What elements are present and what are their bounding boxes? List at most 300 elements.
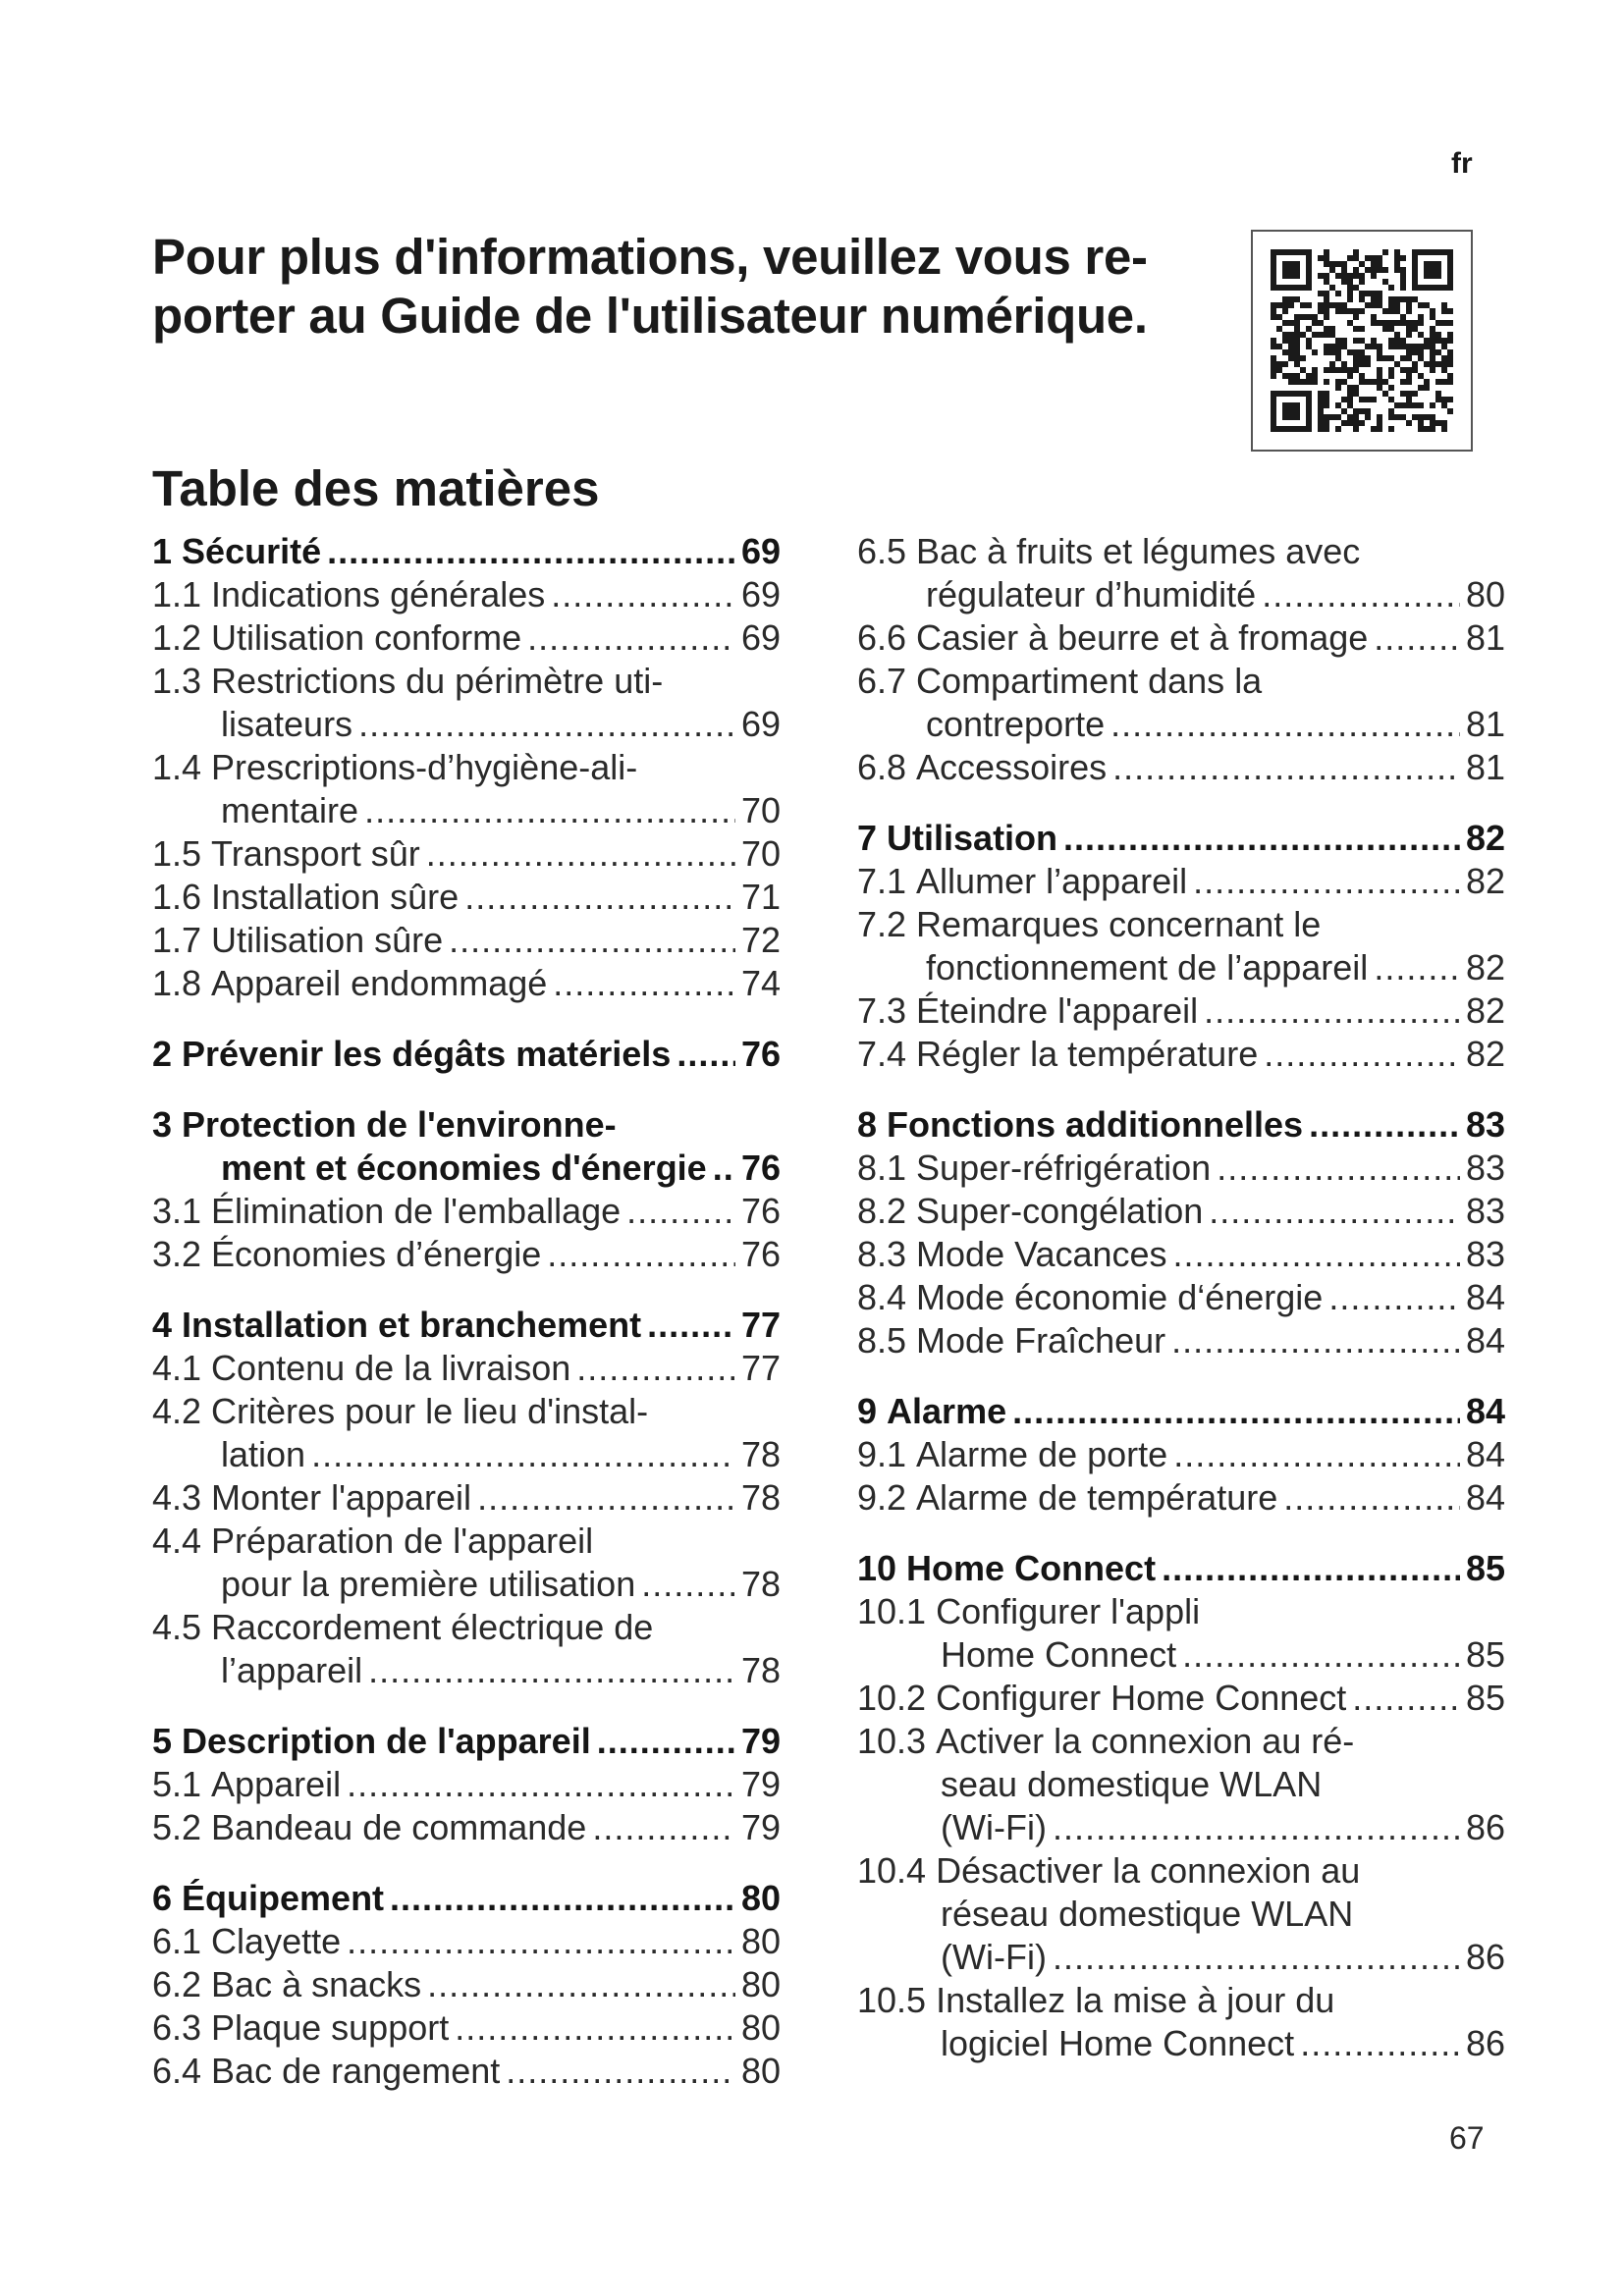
toc-entry-number: 10.3 bbox=[857, 1721, 927, 1761]
toc-entry-line bbox=[152, 1963, 781, 2006]
toc-entry-page: 80 bbox=[740, 2051, 781, 2091]
toc-entry-number: 7.1 bbox=[857, 861, 907, 901]
toc-entry-line bbox=[152, 1190, 781, 1233]
toc-entry[interactable] bbox=[857, 1033, 1505, 1076]
toc-chapter-entry[interactable] bbox=[857, 1547, 1505, 1590]
toc-entry-label: Bac à fruits et légumes avec bbox=[916, 531, 1361, 571]
toc-entry-line bbox=[152, 962, 781, 1005]
toc-entry-number: 6.6 bbox=[857, 617, 907, 658]
toc-entry-label: mentaire bbox=[221, 790, 359, 830]
toc-entry-number: 5 bbox=[152, 1721, 173, 1761]
toc-entry-line bbox=[857, 989, 1505, 1033]
toc-entry-label: Élimination de l'emballage bbox=[211, 1191, 622, 1231]
toc-entry-page: 76 bbox=[740, 1191, 781, 1231]
toc-entry[interactable] bbox=[857, 1233, 1505, 1276]
toc-entry-line bbox=[152, 1806, 781, 1849]
toc-entry[interactable] bbox=[152, 962, 781, 1005]
toc-entry-line bbox=[152, 1720, 781, 1763]
toc-entry-line bbox=[857, 616, 1505, 660]
toc-entry[interactable] bbox=[152, 919, 781, 962]
toc-entry[interactable] bbox=[152, 1390, 781, 1476]
toc-entry-line bbox=[152, 1763, 781, 1806]
toc-entry-label: Plaque support bbox=[211, 2007, 450, 2048]
toc-entry-page: 84 bbox=[1465, 1434, 1505, 1474]
toc-dot-leader bbox=[506, 2050, 735, 2093]
toc-entry-label: logiciel Home Connect bbox=[941, 2023, 1295, 2063]
toc-dot-leader bbox=[347, 1763, 735, 1806]
toc-entry-line bbox=[857, 1677, 1505, 1720]
toc-entry-page: 86 bbox=[1465, 1807, 1505, 1847]
toc-entry-line bbox=[857, 1806, 1505, 1849]
toc-dot-leader bbox=[1053, 1936, 1460, 1979]
toc-entry-page: 76 bbox=[740, 1234, 781, 1274]
toc-entry-number: 7.4 bbox=[857, 1034, 907, 1074]
toc-entry-page: 82 bbox=[1465, 947, 1505, 988]
toc-entry[interactable] bbox=[857, 1849, 1505, 1979]
toc-entry[interactable] bbox=[152, 2006, 781, 2050]
toc-entry-line bbox=[857, 1390, 1505, 1433]
toc-entry-page: 76 bbox=[740, 1034, 781, 1074]
toc-entry-page: 78 bbox=[740, 1477, 781, 1518]
toc-entry-label: Économies d’énergie bbox=[211, 1234, 542, 1274]
toc-entry[interactable] bbox=[152, 1963, 781, 2006]
toc-entry[interactable] bbox=[152, 1520, 781, 1606]
toc-dot-leader bbox=[311, 1433, 735, 1476]
toc-dot-leader bbox=[1217, 1147, 1460, 1190]
toc-entry-label: Compartiment dans la bbox=[916, 661, 1263, 701]
toc-chapter-entry[interactable] bbox=[857, 1103, 1505, 1147]
toc-entry-number: 8.1 bbox=[857, 1148, 907, 1188]
toc-entry-line bbox=[857, 860, 1505, 903]
toc-entry-label: Bac à snacks bbox=[211, 1964, 422, 2004]
toc-entry-line bbox=[857, 1433, 1505, 1476]
toc-entry-line bbox=[152, 1103, 781, 1147]
toc-entry-label: Mode économie d‘énergie bbox=[916, 1277, 1324, 1317]
toc-entry[interactable] bbox=[152, 1347, 781, 1390]
toc-dot-leader bbox=[1374, 946, 1460, 989]
toc-entry[interactable] bbox=[857, 530, 1505, 616]
toc-chapter-entry[interactable] bbox=[152, 1304, 781, 1347]
toc-entry-page: 82 bbox=[1465, 1034, 1505, 1074]
toc-entry-page: 82 bbox=[1465, 861, 1505, 901]
toc-chapter-entry[interactable] bbox=[152, 530, 781, 573]
toc-entry-label: Activer la connexion au ré- bbox=[936, 1721, 1355, 1761]
toc-dot-leader bbox=[592, 1806, 735, 1849]
toc-dot-leader bbox=[1300, 2022, 1460, 2065]
toc-entry-label: contreporte bbox=[926, 704, 1106, 744]
toc-entry-line bbox=[857, 2022, 1505, 2065]
toc-entry-label: Indications générales bbox=[211, 574, 546, 614]
toc-entry-line bbox=[152, 876, 781, 919]
toc-entry-label: Prescriptions-d’hygiène-ali- bbox=[211, 747, 638, 787]
toc-chapter-entry[interactable] bbox=[152, 1877, 781, 1920]
toc-entry-label: Fonctions additionnelles bbox=[887, 1104, 1304, 1145]
toc-dot-leader bbox=[1204, 989, 1460, 1033]
toc-entry-label: réseau domestique WLAN bbox=[941, 1894, 1354, 1934]
toc-dot-leader bbox=[1110, 703, 1460, 746]
toc-dot-leader bbox=[1063, 817, 1460, 860]
toc-entry-label: Home Connect bbox=[906, 1548, 1157, 1588]
toc-entry-page: 85 bbox=[1465, 1678, 1505, 1718]
toc-entry-page: 69 bbox=[740, 704, 781, 744]
toc-entry-line bbox=[857, 903, 1505, 946]
toc-entry-line bbox=[152, 530, 781, 573]
toc-dot-leader bbox=[426, 832, 735, 876]
toc-dot-leader bbox=[713, 1147, 735, 1190]
toc-entry-line bbox=[152, 1304, 781, 1347]
toc-entry[interactable] bbox=[152, 1233, 781, 1276]
toc-title: Table des matières bbox=[152, 460, 600, 516]
toc-entry[interactable] bbox=[857, 660, 1505, 746]
toc-entry-line bbox=[857, 1476, 1505, 1520]
toc-entry-number: 10.5 bbox=[857, 1980, 927, 2020]
toc-entry-number: 3 bbox=[152, 1104, 173, 1145]
toc-entry[interactable] bbox=[857, 1476, 1505, 1520]
toc-entry-page: 69 bbox=[740, 531, 781, 571]
toc-dot-leader bbox=[364, 789, 735, 832]
toc-entry-number: 4 bbox=[152, 1305, 173, 1345]
toc-entry-number: 9 bbox=[857, 1391, 878, 1431]
toc-entry[interactable] bbox=[152, 1190, 781, 1233]
toc-entry-line bbox=[152, 1520, 781, 1563]
toc-entry-line bbox=[152, 789, 781, 832]
toc-entry-label: (Wi-Fi) bbox=[941, 1937, 1047, 1977]
toc-entry[interactable] bbox=[857, 616, 1505, 660]
toc-entry-number: 1.2 bbox=[152, 617, 202, 658]
toc-entry-label: Casier à beurre et à fromage bbox=[916, 617, 1369, 658]
toc-entry[interactable] bbox=[857, 1147, 1505, 1190]
toc-entry-page: 70 bbox=[740, 790, 781, 830]
toc-entry-line bbox=[857, 1633, 1505, 1677]
toc-entry[interactable] bbox=[152, 832, 781, 876]
toc-entry-page: 70 bbox=[740, 833, 781, 874]
toc-entry-line bbox=[152, 1920, 781, 1963]
toc-entry-number: 1.1 bbox=[152, 574, 202, 614]
toc-entry-label: Transport sûr bbox=[211, 833, 420, 874]
toc-dot-leader bbox=[449, 919, 735, 962]
toc-entry-line bbox=[857, 1547, 1505, 1590]
toc-dot-leader bbox=[347, 1920, 735, 1963]
toc-entry-line bbox=[857, 1893, 1505, 1936]
toc-entry-label: Utilisation sûre bbox=[211, 920, 444, 960]
toc-dot-leader bbox=[1262, 573, 1460, 616]
toc-entry-label: l’appareil bbox=[221, 1650, 363, 1690]
toc-entry-page: 74 bbox=[740, 963, 781, 1003]
toc-entry-label: Restrictions du périmètre uti- bbox=[211, 661, 664, 701]
toc-entry[interactable] bbox=[857, 1979, 1505, 2065]
toc-dot-leader bbox=[477, 1476, 735, 1520]
toc-entry[interactable] bbox=[857, 1720, 1505, 1849]
toc-dot-leader bbox=[1162, 1547, 1460, 1590]
toc-entry-number: 9.2 bbox=[857, 1477, 907, 1518]
toc-entry-line bbox=[152, 1347, 781, 1390]
toc-dot-leader bbox=[455, 2006, 735, 2050]
toc-entry-number: 1.5 bbox=[152, 833, 202, 874]
toc-entry-label: Préparation de l'appareil bbox=[211, 1521, 594, 1561]
toc-dot-leader bbox=[1352, 1677, 1460, 1720]
toc-entry-label: Remarques concernant le bbox=[916, 904, 1322, 944]
toc-entry-page: 83 bbox=[1465, 1191, 1505, 1231]
toc-entry-line bbox=[152, 1033, 781, 1076]
toc-dot-leader bbox=[1283, 1476, 1460, 1520]
toc-chapter-entry[interactable] bbox=[857, 817, 1505, 860]
toc-entry[interactable] bbox=[152, 1920, 781, 1963]
toc-entry-number: 6.8 bbox=[857, 747, 907, 787]
toc-entry-label: Appareil bbox=[211, 1764, 342, 1804]
toc-entry-line bbox=[857, 660, 1505, 703]
toc-entry-page: 80 bbox=[740, 1921, 781, 1961]
toc-entry-line bbox=[152, 1390, 781, 1433]
toc-entry-line bbox=[152, 1233, 781, 1276]
toc-entry-number: 6 bbox=[152, 1878, 173, 1918]
toc-entry-label: Éteindre l'appareil bbox=[916, 990, 1199, 1031]
toc-entry-label: Prévenir les dégâts matériels bbox=[182, 1034, 672, 1074]
toc-entry-page: 85 bbox=[1465, 1548, 1505, 1588]
toc-entry-page: 78 bbox=[740, 1434, 781, 1474]
toc-entry[interactable] bbox=[857, 1433, 1505, 1476]
toc-entry-label: Alarme bbox=[887, 1391, 1007, 1431]
toc-entry[interactable] bbox=[152, 1476, 781, 1520]
toc-dot-leader bbox=[1309, 1103, 1460, 1147]
toc-entry-page: 69 bbox=[740, 617, 781, 658]
toc-entry-label: Contenu de la livraison bbox=[211, 1348, 571, 1388]
toc-entry-label: lation bbox=[221, 1434, 306, 1474]
toc-entry-line bbox=[152, 1476, 781, 1520]
toc-entry-page: 72 bbox=[740, 920, 781, 960]
toc-entry-page: 79 bbox=[740, 1764, 781, 1804]
toc-entry-line bbox=[857, 1319, 1505, 1362]
toc-dot-leader bbox=[1182, 1633, 1460, 1677]
page-number: 67 bbox=[1449, 2120, 1485, 2156]
toc-entry[interactable] bbox=[857, 1590, 1505, 1677]
toc-dot-leader bbox=[358, 703, 735, 746]
toc-entry-number: 6.3 bbox=[152, 2007, 202, 2048]
toc-entry-label: Bac de rangement bbox=[211, 2051, 501, 2091]
toc-entry-number: 3.2 bbox=[152, 1234, 202, 1274]
toc-entry-page: 86 bbox=[1465, 2023, 1505, 2063]
digital-guide-heading bbox=[152, 228, 1193, 346]
toc-entry-line bbox=[857, 946, 1505, 989]
toc-entry-page: 83 bbox=[1465, 1148, 1505, 1188]
toc-entry-number: 8.4 bbox=[857, 1277, 907, 1317]
toc-entry-number: 6.1 bbox=[152, 1921, 202, 1961]
toc-entry-number: 1.7 bbox=[152, 920, 202, 960]
toc-entry-number: 6.2 bbox=[152, 1964, 202, 2004]
toc-entry-line bbox=[152, 616, 781, 660]
toc-entry[interactable] bbox=[152, 1763, 781, 1806]
toc-entry-line bbox=[857, 1276, 1505, 1319]
toc-entry-label: Alarme de température bbox=[916, 1477, 1278, 1518]
toc-entry-label: pour la première utilisation bbox=[221, 1564, 636, 1604]
toc-entry-label: seau domestique WLAN bbox=[941, 1764, 1323, 1804]
toc-entry-page: 76 bbox=[740, 1148, 781, 1188]
toc-entry-page: 78 bbox=[740, 1564, 781, 1604]
toc-dot-leader bbox=[1112, 746, 1460, 789]
toc-entry-page: 83 bbox=[1465, 1104, 1505, 1145]
toc-column-left bbox=[152, 530, 781, 2093]
toc-entry[interactable] bbox=[857, 989, 1505, 1033]
toc-entry-line bbox=[857, 746, 1505, 789]
toc-entry-label: Mode Vacances bbox=[916, 1234, 1167, 1274]
toc-entry[interactable] bbox=[152, 746, 781, 832]
toc-entry-label: lisateurs bbox=[221, 704, 353, 744]
toc-entry-label: Configurer l'appli bbox=[936, 1591, 1201, 1631]
toc-entry-page: 85 bbox=[1465, 1634, 1505, 1675]
toc-entry-label: Configurer Home Connect bbox=[936, 1678, 1347, 1718]
toc-entry-label: Protection de l'environne- bbox=[182, 1104, 617, 1145]
toc-entry-line bbox=[152, 573, 781, 616]
toc-entry[interactable] bbox=[152, 876, 781, 919]
toc-dot-leader bbox=[1171, 1319, 1460, 1362]
toc-dot-leader bbox=[647, 1304, 735, 1347]
toc-entry[interactable] bbox=[857, 860, 1505, 903]
toc-entry-number: 6.5 bbox=[857, 531, 907, 571]
toc-entry-number: 2 bbox=[152, 1034, 173, 1074]
toc-entry-line bbox=[152, 1147, 781, 1190]
toc-dot-leader bbox=[1173, 1433, 1460, 1476]
toc-entry[interactable] bbox=[152, 573, 781, 616]
toc-entry-page: 81 bbox=[1465, 617, 1505, 658]
toc-dot-leader bbox=[1264, 1033, 1460, 1076]
toc-entry-page: 84 bbox=[1465, 1477, 1505, 1518]
toc-entry-label: Home Connect bbox=[941, 1634, 1177, 1675]
toc-entry-page: 81 bbox=[1465, 747, 1505, 787]
toc-entry-label: Installation sûre bbox=[211, 877, 460, 917]
toc-entry-label: Sécurité bbox=[182, 531, 322, 571]
toc-entry-line bbox=[857, 1147, 1505, 1190]
toc-chapter-entry[interactable] bbox=[152, 1103, 781, 1190]
toc-entry-page: 79 bbox=[740, 1807, 781, 1847]
toc-chapter-entry[interactable] bbox=[152, 1720, 781, 1763]
toc-entry-line bbox=[857, 1103, 1505, 1147]
toc-entry-label: Désactiver la connexion au bbox=[936, 1850, 1361, 1891]
toc-entry-line bbox=[152, 746, 781, 789]
toc-entry-page: 84 bbox=[1465, 1320, 1505, 1361]
toc-entry-number: 7.3 bbox=[857, 990, 907, 1031]
toc-entry-line bbox=[152, 1606, 781, 1649]
toc-entry-number: 1 bbox=[152, 531, 173, 571]
toc-entry-line bbox=[857, 1233, 1505, 1276]
toc-entry-label: Super-réfrigération bbox=[916, 1148, 1212, 1188]
toc-dot-leader bbox=[464, 876, 735, 919]
qr-code[interactable] bbox=[1251, 230, 1473, 452]
toc-entry-page: 71 bbox=[740, 877, 781, 917]
toc-dot-leader bbox=[1053, 1806, 1460, 1849]
toc-entry-label: Installez la mise à jour du bbox=[936, 1980, 1335, 2020]
toc-entry-number: 8.3 bbox=[857, 1234, 907, 1274]
toc-dot-leader bbox=[427, 1963, 735, 2006]
toc-entry-number: 10 bbox=[857, 1548, 897, 1588]
toc-entry[interactable] bbox=[857, 1319, 1505, 1362]
toc-entry-number: 6.7 bbox=[857, 661, 907, 701]
toc-entry[interactable] bbox=[857, 1677, 1505, 1720]
toc-entry-page: 81 bbox=[1465, 704, 1505, 744]
toc-dot-leader bbox=[551, 573, 735, 616]
toc-entry-line bbox=[152, 832, 781, 876]
toc-entry-line bbox=[152, 2006, 781, 2050]
toc-entry[interactable] bbox=[152, 660, 781, 746]
toc-entry[interactable] bbox=[152, 2050, 781, 2093]
toc-entry-page: 83 bbox=[1465, 1234, 1505, 1274]
toc-entry[interactable] bbox=[857, 903, 1505, 989]
toc-entry[interactable] bbox=[152, 1806, 781, 1849]
toc-entry-label: Mode Fraîcheur bbox=[916, 1320, 1166, 1361]
toc-entry-number: 4.2 bbox=[152, 1391, 202, 1431]
toc-entry-page: 82 bbox=[1465, 818, 1505, 858]
toc-entry-line bbox=[152, 1649, 781, 1692]
toc-entry-number: 4.3 bbox=[152, 1477, 202, 1518]
toc-entry-label: régulateur d’humidité bbox=[926, 574, 1257, 614]
toc-entry-number: 10.2 bbox=[857, 1678, 927, 1718]
toc-entry-number: 8 bbox=[857, 1104, 878, 1145]
toc-entry[interactable] bbox=[857, 1190, 1505, 1233]
toc-chapter-entry[interactable] bbox=[857, 1390, 1505, 1433]
toc-entry-label: Bandeau de commande bbox=[211, 1807, 587, 1847]
toc-dot-leader bbox=[677, 1033, 735, 1076]
toc-entry-number: 1.8 bbox=[152, 963, 202, 1003]
toc-entry-label: Raccordement électrique de bbox=[211, 1607, 654, 1647]
toc-entry-page: 86 bbox=[1465, 1937, 1505, 1977]
toc-entry[interactable] bbox=[152, 616, 781, 660]
toc-entry-number: 8.2 bbox=[857, 1191, 907, 1231]
toc-entry[interactable] bbox=[857, 1276, 1505, 1319]
toc-entry-number: 6.4 bbox=[152, 2051, 202, 2091]
toc-dot-leader bbox=[626, 1190, 735, 1233]
toc-entry-page: 82 bbox=[1465, 990, 1505, 1031]
toc-entry-label: Description de l'appareil bbox=[182, 1721, 591, 1761]
toc-entry-line bbox=[152, 703, 781, 746]
toc-entry-line bbox=[857, 1936, 1505, 1979]
toc-dot-leader bbox=[576, 1347, 735, 1390]
toc-entry-page: 78 bbox=[740, 1650, 781, 1690]
toc-entry-label: Utilisation bbox=[887, 818, 1058, 858]
toc-entry-page: 69 bbox=[740, 574, 781, 614]
toc-entry-line bbox=[152, 1877, 781, 1920]
toc-entry-page: 79 bbox=[740, 1721, 781, 1761]
toc-entry-line bbox=[152, 1563, 781, 1606]
toc-dot-leader bbox=[1328, 1276, 1460, 1319]
toc-entry-page: 80 bbox=[740, 2007, 781, 2048]
toc-entry-label: Super-congélation bbox=[916, 1191, 1204, 1231]
toc-chapter-entry[interactable] bbox=[152, 1033, 781, 1076]
toc-entry-number: 10.4 bbox=[857, 1850, 927, 1891]
toc-entry[interactable] bbox=[152, 1606, 781, 1692]
toc-entry-label: Accessoires bbox=[916, 747, 1108, 787]
qr-code-icon bbox=[1271, 249, 1453, 432]
toc-entry-number: 9.1 bbox=[857, 1434, 907, 1474]
toc-dot-leader bbox=[1193, 860, 1460, 903]
toc-entry-number: 10.1 bbox=[857, 1591, 927, 1631]
toc-entry-number: 7.2 bbox=[857, 904, 907, 944]
toc-entry[interactable] bbox=[857, 746, 1505, 789]
toc-entry-number: 7 bbox=[857, 818, 878, 858]
toc-dot-leader bbox=[527, 616, 735, 660]
toc-entry-label: (Wi-Fi) bbox=[941, 1807, 1047, 1847]
toc-entry-page: 80 bbox=[740, 1878, 781, 1918]
toc-entry-number: 5.2 bbox=[152, 1807, 202, 1847]
toc-entry-line bbox=[857, 703, 1505, 746]
toc-entry-label: Appareil endommagé bbox=[211, 963, 548, 1003]
toc-entry-line bbox=[857, 1720, 1505, 1763]
toc-entry-page: 77 bbox=[740, 1348, 781, 1388]
toc-dot-leader bbox=[1012, 1390, 1460, 1433]
toc-entry-line bbox=[857, 1979, 1505, 2022]
toc-entry-number: 4.1 bbox=[152, 1348, 202, 1388]
toc-entry-label: Régler la température bbox=[916, 1034, 1259, 1074]
toc-entry-label: fonctionnement de l’appareil bbox=[926, 947, 1369, 988]
toc-entry-number: 5.1 bbox=[152, 1764, 202, 1804]
toc-entry-line bbox=[857, 1590, 1505, 1633]
